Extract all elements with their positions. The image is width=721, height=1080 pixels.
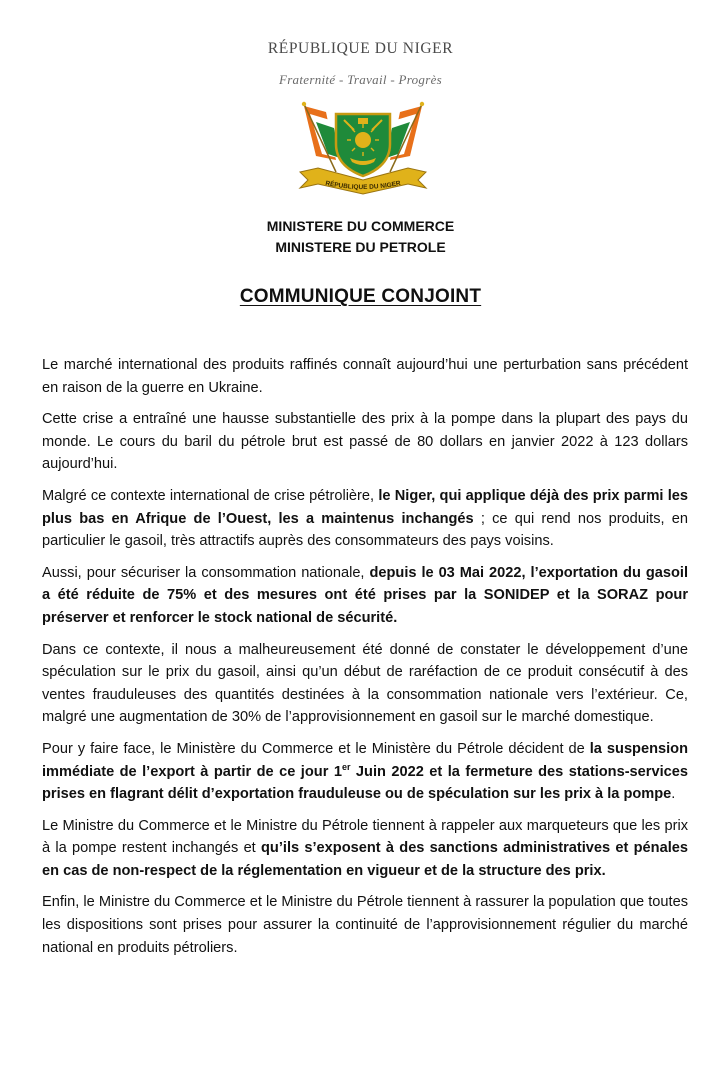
paragraph-3-text: Malgré ce contexte international de crise pétrolière, [42, 487, 379, 504]
paragraph-6 [42, 738, 688, 806]
paragraph-8-text: Enfin, le Ministre du Commerce et le Ministre du Pétrole tiennent à rassurer la population que toutes les dispositions sont prises pour assurer la continuité de l’approvisionnement régulier du marché national en produits pétroliers. [42, 894, 688, 956]
document-body [42, 354, 688, 968]
ministry-petrole: MINISTERE DU PETROLE [275, 239, 446, 255]
republic-heading: RÉPUBLIQUE DU NIGER [267, 40, 454, 57]
paragraph-7 [42, 815, 688, 883]
niger-coat-of-arms-icon [296, 100, 430, 196]
paragraph-3-text-end: ; ce qui rend nos produits, en particulier le gasoil, très attractifs auprès des consommateurs des pays voisins. [42, 510, 688, 550]
ministry-commerce: MINISTERE DU COMMERCE [266, 218, 455, 234]
paragraph-5-text: Dans ce contexte, il nous a malheureusement été donné de constater le développement d’une spéculation sur le prix du gasoil, ainsi qu’un début de raréfaction de ce produit consécutif à des ventes frauduleuses des quantités destinées à la consommation nationale vers l’extérieur. Ce, malgré une augmentation de 30% de l’approvisionnement en gasoil sur le marché domestique. [42, 641, 688, 726]
left-flags-icon [302, 102, 340, 172]
paragraph-6-period: . [671, 786, 676, 803]
paragraph-8 [42, 891, 688, 959]
paragraph-1 [42, 354, 688, 399]
shield-icon [336, 114, 390, 176]
paragraph-6-bold-a: la suspension immédiate de l’export à partir de ce jour 1 [42, 740, 689, 780]
paragraph-6-bold-b: Juin 2022 et la fermeture des stations-services prises en flagrant délit d’exportation frauduleuse ou de spéculation sur les prix à la pompe [42, 763, 688, 803]
paragraph-3 [42, 485, 688, 553]
paragraph-1-text: Le marché international des produits raffinés connaît aujourd’hui une perturbation sans précédent en raison de la guerre en Ukraine. [42, 357, 688, 396]
paragraph-4 [42, 562, 688, 630]
paragraph-2-text: Cette crise a entraîné une hausse substantielle des prix à la pompe dans la plupart des pays du monde. Le cours du baril du pétrole brut est passé de 80 dollars en janvier 2022 à 123 dollars aujourd’hui. [42, 411, 688, 473]
ministries-block [0, 216, 721, 258]
emblem-banner-text: RÉPUBLIQUE DU NIGER [324, 179, 402, 192]
paragraph-7-text: Le Ministre du Commerce et le Ministre du Pétrole tiennent à rappeler aux marqueteurs que les prix à la pompe restent inchangés et [42, 817, 688, 857]
paragraph-7-bold: qu’ils s’exposent à des sanctions administratives et pénales en cas de non-respect de la réglementation en vigueur et de la structure des prix. [42, 840, 688, 879]
paragraph-5 [42, 639, 688, 729]
paragraph-4-text: Aussi, pour sécuriser la consommation nationale, [42, 564, 370, 581]
paragraph-6-text: Pour y faire face, le Ministère du Commerce et le Ministère du Pétrole décident de [42, 740, 590, 757]
paragraph-3-bold: le Niger, qui applique déjà des prix parmi les plus bas en Afrique de l’Ouest, les a maintenus inchangés [42, 487, 688, 527]
paragraph-2 [42, 408, 688, 476]
national-motto: Fraternité - Travail - Progrès [278, 72, 443, 87]
document-title: COMMUNIQUE CONJOINT [239, 286, 482, 307]
paragraph-4-bold: depuis le 03 Mai 2022, l’exportation du gasoil a été réduite de 75% et des mesures ont été prises par la SONIDEP et la SORAZ pour préserver et renforcer le stock national de sécurité. [42, 564, 688, 626]
right-flags-icon [386, 102, 424, 172]
ordinal-superscript: er [341, 761, 351, 772]
